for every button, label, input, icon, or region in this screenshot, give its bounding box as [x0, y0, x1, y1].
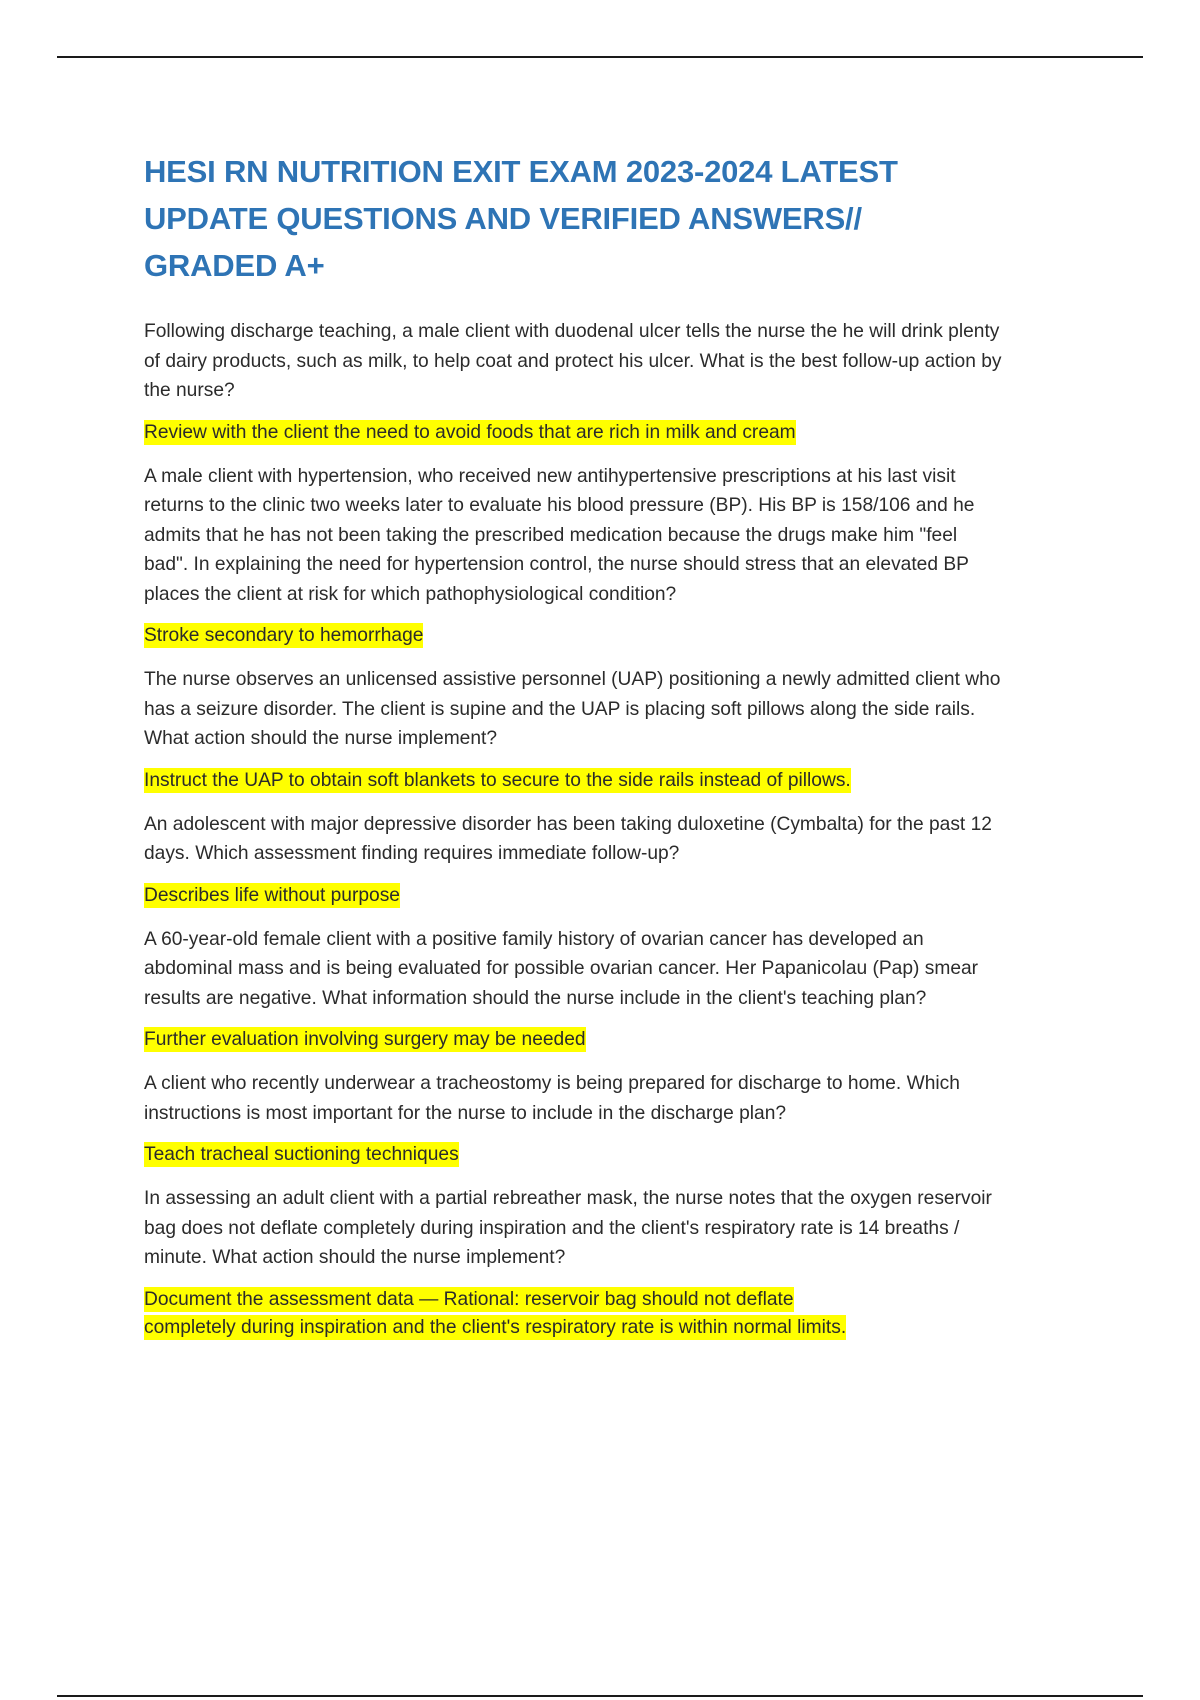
- answer-text: Further evaluation involving surgery may be needed: [144, 1029, 586, 1050]
- question-text: A male client with hypertension, who received new antihypertensive prescriptions at his last visit returns to the clinic two weeks later to evaluate his blood pressure (BP). His BP is 158/106 and he admits that he has not been taking the prescribed medication because the drugs make him "feel bad". In explaining the need for hypertension control, the nurse should stress that an elevated BP places the client at risk for which pathophysiological condition?: [144, 465, 975, 605]
- document-title: [144, 148, 1004, 289]
- question-text: The nurse observes an unlicensed assistive personnel (UAP) positioning a newly admitted client who has a seizure disorder. The client is supine and the UAP is placing soft pillows along the side rails. What action should the nurse implement?: [144, 669, 1001, 749]
- top-rule: [57, 56, 1143, 58]
- qa-item-4: [144, 810, 1004, 910]
- answer-highlight: [144, 419, 1004, 447]
- answer-highlight: [144, 622, 1004, 650]
- qa-item-3: [144, 665, 1004, 795]
- question-text: In assessing an adult client with a partial rebreather mask, the nurse notes that the oxygen reservoir bag does not deflate completely during inspiration and the client's respiratory rate is 14 breaths / minute. What action should the nurse implement?: [144, 1188, 992, 1268]
- answer-highlight: [144, 1286, 1004, 1342]
- answer-highlight: [144, 1141, 1004, 1169]
- answer-highlight: [144, 1026, 1004, 1054]
- answer-text: Teach tracheal suctioning techniques: [144, 1144, 459, 1165]
- document-body: [144, 148, 1004, 1357]
- answer-highlight: [144, 882, 1004, 910]
- qa-item-6: [144, 1069, 1004, 1169]
- question-text: A 60-year-old female client with a positive family history of ovarian cancer has developed an abdominal mass and is being evaluated for possible ovarian cancer. Her Papanicolau (Pap) smear results are negative. What information should the nurse include in the client's teaching plan?: [144, 928, 979, 1009]
- qa-item-5: [144, 925, 1004, 1055]
- answer-text: completely during inspiration and the client's respiratory rate is within normal limits.: [144, 1316, 847, 1338]
- answer-text: Instruct the UAP to obtain soft blankets to secure to the side rails instead of pillows.: [144, 769, 851, 791]
- bottom-rule: [57, 1695, 1143, 1697]
- answer-text: Document the assessment data — Rational: reservoir bag should not deflate: [144, 1288, 794, 1310]
- answer-text: Review with the client the need to avoid foods that are rich in milk and cream: [144, 421, 796, 443]
- answer-text: Stroke secondary to hemorrhage: [144, 625, 424, 646]
- qa-item-2: [144, 462, 1004, 651]
- question-text: Following discharge teaching, a male client with duodenal ulcer tells the nurse the he will drink plenty of dairy products, such as milk, to help coat and protect his ulcer. What is the best follow-up action by the nurse?: [144, 321, 1002, 401]
- qa-item-1: [144, 317, 1004, 447]
- title-line: GRADED A+: [144, 248, 325, 283]
- title-line: HESI RN NUTRITION EXIT EXAM 2023-2024 LATEST: [144, 154, 898, 189]
- answer-highlight: [144, 767, 1004, 795]
- question-text: A client who recently underwear a tracheostomy is being prepared for discharge to home. Which instructions is most important for the nurse to include in the discharge plan?: [144, 1073, 960, 1124]
- question-text: An adolescent with major depressive disorder has been taking duloxetine (Cymbalta) for the past 12 days. Which assessment finding requires immediate follow-up?: [144, 813, 992, 864]
- answer-text: Describes life without purpose: [144, 884, 400, 906]
- qa-item-7: [144, 1184, 1004, 1342]
- title-line: UPDATE QUESTIONS AND VERIFIED ANSWERS//: [144, 201, 862, 236]
